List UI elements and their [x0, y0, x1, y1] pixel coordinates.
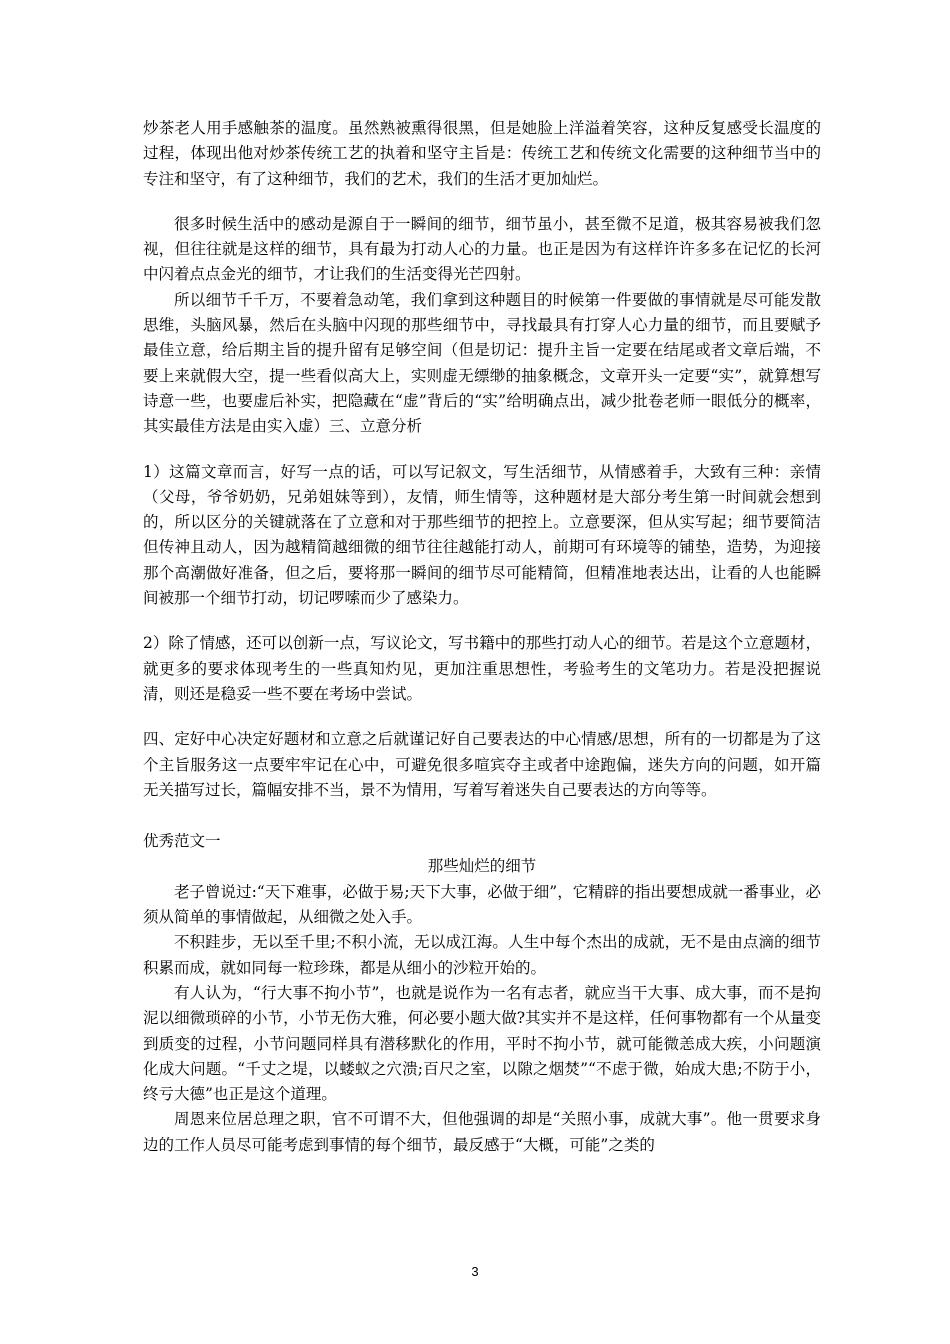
page-body: [143, 116, 821, 1158]
essay-paragraph-accumulate: 不积跬步，无以至千里;不积小流，无以成江海。人生中每个杰出的成就，无不是由点滴的细节积累而成，就如同每一粒珍珠，都是从细小的沙粒开始的。: [143, 933, 821, 977]
paragraph-point-one: 1）这篇文章而言，好写一点的话，可以写记叙文，写生活细节，从情感着手，大致有三种：亲情（父母，爷爷奶奶，兄弟姐妹等到），友情，师生情等，这种题材是大部分考生第一时间就会想到的，所以区分的关键就落在了立意和对于那些细节的把控上。立意要深，但从实写起；细节要简洁但传神且动人，因为越精简越细微的细节往往越能打动人，前期可有环境等的铺垫，造势，为迎接那个高潮做好准备，但之后，要将那一瞬间的细节尽可能精简，但精准地表达出，让看的人也能瞬间被那一个细节打动，切记啰嗦而少了感染力。: [143, 462, 821, 608]
essay-paragraph-laozi: 老子曾说过:“天下难事，必做于易;天下大事，必做于细”，它精辟的指出要想成就一番事业，必须从简单的事情做起，从细微之处入手。: [143, 882, 821, 927]
section-label: 优秀范文一: [143, 832, 221, 851]
paragraph-tea-artisan: 炒茶老人用手感触茶的温度。虽然熟被熏得很黑，但是她脸上洋溢着笑容，这种反复感受长温度的过程，体现出他对炒茶传统工艺的执着和坚守主旨是：传统工艺和传统文化需要的这种细节当中的专注和坚守，有了这种细节，我们的艺术，我们的生活才更加灿烂。: [143, 119, 821, 188]
paragraph-moment-detail: 很多时候生活中的感动是源自于一瞬间的细节，细节虽小，甚至微不足道，极其容易被我们忽视，但往往就是这样的细节，具有最为打动人心的力量。也正是因为有这样许许多多在记忆的长河中闪着点点金光的细节，才让我们的生活变得光芒四射。: [143, 214, 821, 284]
essay-title: 那些灿烂的细节: [427, 857, 537, 876]
essay-paragraph-zhou-enlai: 周恩来位居总理之职，官不可谓不大，但他强调的却是“关照小事，成就大事”。他一贯要求身边的工作人员尽可能考虑到事情的每个细节，最反感于“大概，可能”之类的: [143, 1110, 821, 1154]
paragraph-brainstorm-advice: 所以细节千千万，不要着急动笔，我们拿到这种题目的时候第一件要做的事情就是尽可能发散思维，头脑风暴，然后在头脑中闪现的那些细节中，寻找最具有打穿人心力量的细节，而且要赋予最佳立意，给后期主旨的提升留有足够空间（但是切记：提升主旨一定要在结尾或者文章后端，不要上来就假大空，提一些看似高大上，实则虚无缥缈的抽象概念，文章开头一定要“实”，就算想写诗意一些，也要虚后补实，把隐藏在“虚”背后的“实”给明确点出，减少批卷老师一眼低分的概率，其实最佳方法是由实入虚）三、立意分析: [143, 290, 821, 436]
paragraph-point-two: 2）除了情感，还可以创新一点，写议论文，写书籍中的那些打动人心的细节。若是这个立意题材，就更多的要求体现考生的一些真知灼见，更加注重思想性，考验考生的文笔功力。若是没把握说清，则还是稳妥一些不要在考场中尝试。: [143, 634, 821, 703]
page-number: 3: [471, 1264, 479, 1279]
paragraph-section-four: 四、定好中心决定好题材和立意之后就谨记好自己要表达的中心情感/思想，所有的一切都是为了这个主旨服务这一点要牢牢记在心中，可避免很多喧宾夺主或者中途跑偏，迷失方向的问题，如开篇无关描写过长，篇幅安排不当，景不为情用，写着写着迷失自己要表达的方向等等。: [143, 730, 821, 799]
essay-paragraph-small-details: 有人认为，“行大事不拘小节”，也就是说作为一名有志者，就应当干大事、成大事，而不是拘泥以细微琐碎的小节，小节无伤大雅，何必要小题大做?其实并不是这样，任何事物都有一个从量变到质变的过程，小节问题同样具有潜移默化的作用，平时不拘小节，就可能微恙成大疾，小问题演化成大问题。“千丈之堤，以蝼蚁之穴溃;百尺之室，以隙之烟焚”“不虑于微，始成大患;不防于小，终亏大德”也正是这个道理。: [143, 983, 821, 1104]
